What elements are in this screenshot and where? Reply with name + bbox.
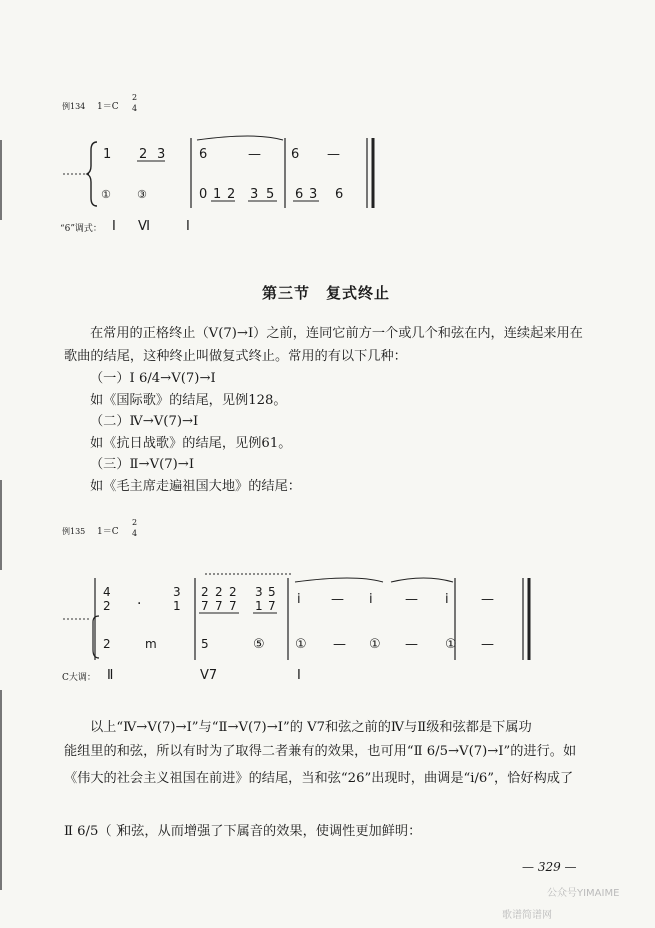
ex135-top-note: 2 <box>201 585 209 599</box>
scan-edge-mark <box>0 690 2 890</box>
ex134-upper-note: — <box>248 147 261 162</box>
ex134-upper-note: 2 <box>139 147 148 162</box>
ex134-lower-note: 0 <box>199 187 208 202</box>
ex135-bottom-note: 5 <box>201 637 209 651</box>
ex134-lower-note: ③ <box>137 188 147 201</box>
ex134-lower-note: 3 <box>250 187 259 202</box>
cadence-formula: （二）Ⅳ→V(7)→Ⅰ <box>90 414 199 429</box>
ex134-lower-note: ① <box>101 188 111 201</box>
section-title: 第三节 复式终止 <box>262 284 391 302</box>
para-line: 《伟大的社会主义祖国在前进》的结尾，当和弦“26”出现时，曲调是“i/6”，恰好构成了 <box>64 771 574 786</box>
ex135-mid-note: 7 <box>215 599 223 613</box>
ex135-mid-note: 1 <box>255 599 263 613</box>
cadence-note: 如《毛主席走遍祖国大地》的结尾： <box>90 479 301 494</box>
cadence-note: 如《国际歌》的结尾，见例128。 <box>90 393 287 408</box>
example-134-time-top: 2 <box>132 93 138 102</box>
ex135-mid-note: 7 <box>201 599 209 613</box>
cadence-formula: （一）Ⅰ 6/4→V(7)→Ⅰ <box>90 371 216 386</box>
ex135-top-note: i <box>369 592 373 607</box>
example-135-key-label: C大调： <box>62 673 96 683</box>
scan-edge-mark <box>0 480 2 570</box>
watermark-text: 公众号YIMAIME <box>547 888 620 899</box>
ex135-bottom-note: ⑤ <box>253 637 265 652</box>
ex135-top-note: — <box>331 592 344 607</box>
example-135-time-bottom: 4 <box>132 529 138 538</box>
ex135-bottom-note: — <box>333 637 346 652</box>
example-134-mode-label: “6”调式： <box>60 224 102 234</box>
ex135-mid-note: 7 <box>268 599 276 613</box>
para-line: 能组里的和弦，所以有时为了取得二者兼有的效果，也可用“Ⅱ 6/5→V(7)→Ⅰ”的进行。如 <box>64 744 577 759</box>
ex135-bottom-note: 2 <box>103 637 111 651</box>
ex134-upper-note: — <box>327 147 340 162</box>
ex134-lower-note: 1 <box>213 187 222 202</box>
ex134-lower-note: 6 <box>295 187 304 202</box>
ex135-bottom-note: ① <box>445 637 457 652</box>
intro-line: 歌曲的结尾，这种终止叫做复式终止。常用的有以下几种： <box>64 349 407 364</box>
ex135-top-note: 4 <box>103 585 111 599</box>
chord-numeral: V7 <box>200 668 218 683</box>
example-135-label: 例135 <box>62 527 86 536</box>
example-134-time-bottom: 4 <box>132 104 138 113</box>
ex134-lower-note: 5 <box>266 187 275 202</box>
chord-numeral: Ⅵ <box>138 219 150 234</box>
example-134-label: 例134 <box>62 102 86 111</box>
ex134-lower-note: 3 <box>309 187 318 202</box>
ex134-upper-note: 6 <box>199 147 208 162</box>
ex135-top-note: — <box>405 592 418 607</box>
ex135-top-note: 2 <box>215 585 223 599</box>
chord-numeral: Ⅰ <box>186 219 190 234</box>
ex135-bottom-note: m <box>145 637 157 651</box>
ex135-bottom-note: — <box>481 637 494 652</box>
chord-numeral: Ⅰ <box>112 219 116 234</box>
ex135-top-note: 3 <box>173 585 181 599</box>
ex135-top-note: — <box>481 592 494 607</box>
ex134-lower-note: 6 <box>335 187 344 202</box>
example-134-score <box>55 130 385 210</box>
watermark-text: 歌谱简谱网 <box>502 910 552 921</box>
cadence-note: 如《抗日战歌》的结尾，见例61。 <box>90 436 292 451</box>
ex134-upper-note: 1 <box>103 147 112 162</box>
ex135-top-note: i <box>445 592 449 607</box>
ex134-upper-note: 3 <box>157 147 166 162</box>
intro-line: 在常用的正格终止（V(7)→Ⅰ）之前，连同它前方一个或几个和弦在内，连续起来用在 <box>90 326 583 341</box>
ex135-mid-note: 2 <box>103 599 111 613</box>
chord-numeral: Ⅱ <box>107 668 114 683</box>
ex135-top-note: 3 <box>255 585 263 599</box>
ex135-bottom-note: — <box>405 637 418 652</box>
ex135-top-note: 5 <box>268 585 276 599</box>
ex135-top-note: i <box>297 592 301 607</box>
para-last-line: 和弦，从而增强了下属音的效果，使调性更加鲜明： <box>118 824 422 839</box>
example-135-score <box>55 570 545 665</box>
cadence-formula: （三）Ⅱ→V(7)→Ⅰ <box>90 457 195 472</box>
ex135-bottom-note: ① <box>369 637 381 652</box>
scan-edge-mark <box>0 140 2 220</box>
example-134-key: 1＝C <box>97 102 119 112</box>
page-number: — 329 — <box>522 860 577 874</box>
ex134-upper-note: 6 <box>291 147 300 162</box>
ex135-mid-note: 7 <box>229 599 237 613</box>
ex135-top-note: 2 <box>229 585 237 599</box>
ex134-lower-note: 2 <box>227 187 236 202</box>
chord-numeral: Ⅰ <box>297 668 301 683</box>
ex135-mid-note: · <box>137 596 142 612</box>
ex135-mid-note: 1 <box>173 599 181 613</box>
ex135-bottom-note: ① <box>295 637 307 652</box>
example-135-key: 1＝C <box>97 527 119 537</box>
chord-prefix: Ⅱ 6/5（ ） <box>64 824 129 839</box>
example-135-time-top: 2 <box>132 518 138 527</box>
para-line: 以上“Ⅳ→V(7)→Ⅰ”与“Ⅱ→V(7)→Ⅰ”的 V7和弦之前的Ⅳ与Ⅱ级和弦都是下属功 <box>90 720 532 735</box>
